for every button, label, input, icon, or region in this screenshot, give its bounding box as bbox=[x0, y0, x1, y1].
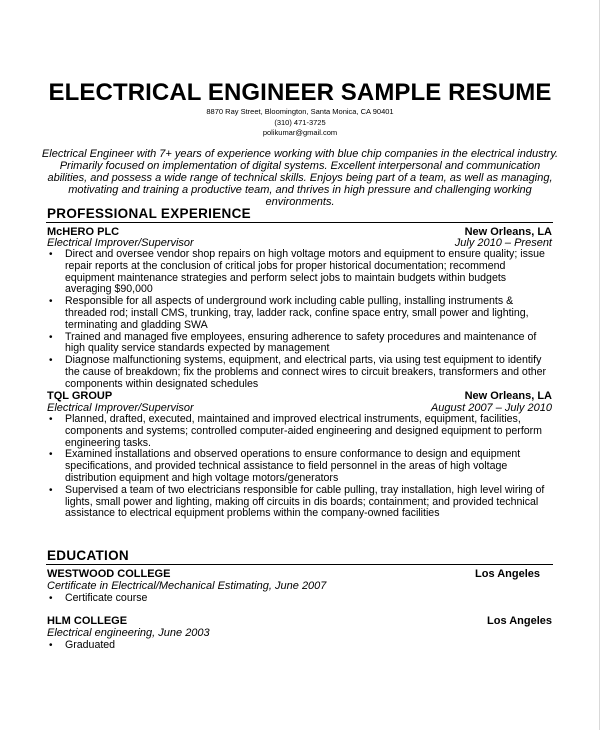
experience-divider bbox=[46, 222, 553, 223]
job-company: McHERO PLC bbox=[47, 226, 120, 238]
contact-phone: (310) 471-3725 bbox=[274, 118, 326, 127]
job-bullet-list bbox=[47, 414, 552, 520]
list-item: • Graduated bbox=[47, 640, 552, 652]
list-item: • Planned, drafted, executed, maintained and improved electrical instruments, equipment, facilities, components and systems; controlled computer-aided engineering and designed equipment to perform engineering tasks. bbox=[47, 414, 552, 449]
school-program: Certificate in Electrical/Mechanical Estimating, June 2007 bbox=[47, 580, 327, 592]
school-subheader bbox=[47, 627, 552, 640]
list-item: • Trained and managed five employees, ensuring adherence to safety procedures and maintenance of high quality service standards expected by management bbox=[47, 332, 552, 356]
job-dates: August 2007 – July 2010 bbox=[430, 402, 552, 414]
contact-address: 8870 Ray Street, Bloomington, Santa Monica, CA 90401 bbox=[206, 107, 394, 116]
school-name: WESTWOOD COLLEGE bbox=[47, 568, 171, 580]
resume-title: ELECTRICAL ENGINEER SAMPLE RESUME bbox=[48, 79, 552, 106]
list-item: • Certificate course bbox=[47, 593, 552, 605]
job-location: New Orleans, LA bbox=[464, 390, 552, 402]
contact-email: polikumar@gmail.com bbox=[262, 128, 338, 137]
job-dates: July 2010 – Present bbox=[454, 237, 552, 249]
job-company: TQL GROUP bbox=[47, 390, 113, 402]
job-role: Electrical Improver/Supervisor bbox=[47, 402, 194, 414]
school-location: Los Angeles bbox=[487, 615, 552, 627]
education-divider bbox=[46, 564, 553, 565]
list-item: • Examined installations and observed operations to ensure conformance to design and equipment specifications, and provided technical assistance to field personnel in the areas of high voltage distribution equipment and high voltage motors/generators bbox=[47, 449, 552, 484]
job-location: New Orleans, LA bbox=[464, 226, 552, 238]
job-bullet-list bbox=[47, 249, 552, 391]
school-program: Electrical engineering, June 2003 bbox=[47, 627, 210, 639]
list-item: • Direct and oversee vendor shop repairs on high voltage motors and equipment to ensure quality; issue repair reports at the conclusion of critical jobs for proper historical documentation; recommend equipment maintenance strategies and perform select jobs to maintain budgets within budgets averaging $90,000 bbox=[47, 249, 552, 296]
experience-heading: PROFESSIONAL EXPERIENCE bbox=[47, 206, 251, 221]
school-bullet-list bbox=[47, 593, 552, 605]
list-item: • Supervised a team of two electricians responsible for cable pulling, tray installation, high level wiring of lights, small power and lighting, making off circuits in dis boards; containment; and provided technical assistance to electrical equipment problems within the company-owned facilities bbox=[47, 485, 552, 520]
education-heading: EDUCATION bbox=[47, 548, 129, 563]
summary-paragraph: Electrical Engineer with 7+ years of experience working with blue chip companies in the electrical industry. Primarily focused on implementation of digital systems. Excellent interpersonal and communication abilities, and possess a wide range of technical skills. Enjoys being part of a team, as well as managing, motivating and training a productive team, and thrives in high pressure and challenging working environments. bbox=[41, 148, 559, 208]
job-role: Electrical Improver/Supervisor bbox=[47, 237, 194, 249]
list-item: • Diagnose malfunctioning systems, equipment, and electrical parts, via using test equipment to identify the cause of breakdown; fix the problems and connect wires to circuit breakers, transformers and other components within designated schedules bbox=[47, 355, 552, 390]
school-location: Los Angeles bbox=[475, 568, 540, 580]
school-name: HLM COLLEGE bbox=[47, 615, 128, 627]
school-bullet-list bbox=[47, 640, 552, 652]
list-item: • Responsible for all aspects of underground work including cable pulling, installing instruments & threaded rod; install CMS, trunking, tray, ladder rack, confine space entry, small power and lighting, terminating and gladding SWA bbox=[47, 296, 552, 331]
